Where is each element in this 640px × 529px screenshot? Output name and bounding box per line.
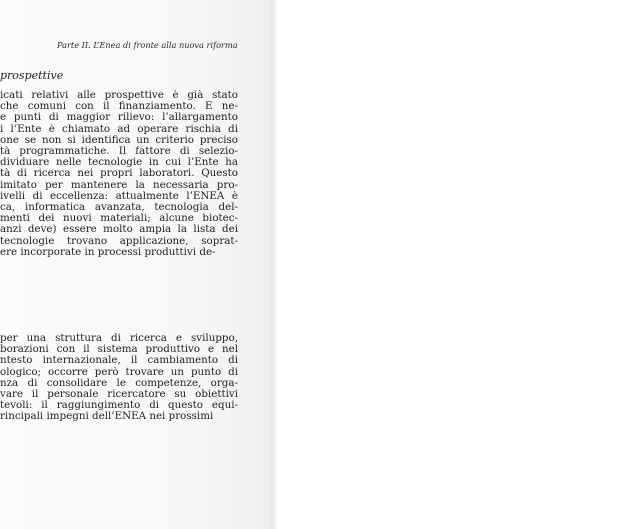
text-line: ologico; occorre però trovare un punto di [0, 366, 238, 378]
text-line: ivelli di eccellenza: attualmente l’ENEA è [0, 190, 238, 202]
text-line: e punti di maggior rilievo: l’allargamento [0, 112, 238, 124]
text-line: ca, informatica avanzata, tecnologia del- [0, 202, 238, 214]
text-line: ntesto internazionale, il cambiamento di [0, 355, 238, 367]
text-line: anzi deve) essere molto ampia la lista dei [0, 224, 238, 236]
text-line: che comuni con il finanziamento. È ne- [0, 101, 238, 113]
text-line: imitato per mantenere la necessaria pro- [0, 179, 238, 191]
running-header: Parte II. L’Enea di fronte alla nuova riforma [57, 40, 238, 50]
text-line: icati relativi alle prospettive è già stato [0, 90, 238, 101]
text-line: borazioni con il sistema produttivo e nel [0, 344, 238, 356]
page-gutter [268, 0, 276, 529]
text-line: per una struttura di ricerca e sviluppo, [0, 333, 238, 344]
text-line: tevoli: il raggiungimento di questo equi- [0, 400, 238, 412]
text-line: tecnologie trovano applicazione, soprat- [0, 235, 238, 247]
text-line: rincipali impegni dell’ENEA nei prossimi [0, 411, 214, 423]
book-page [0, 0, 274, 529]
text-line: nza di consolidare le competenze, orga- [0, 377, 238, 389]
paragraph-1 [0, 90, 238, 258]
text-line: ere incorporate in processi produttivi de- [0, 246, 216, 258]
text-line: tà di ricerca nei propri laboratori. Questo [0, 168, 238, 180]
text-line: vare il personale ricercatore su obiettivi [0, 389, 238, 401]
text-line: tà programmatiche. Il fattore di selezio- [0, 146, 238, 158]
text-line: dividuare nelle tecnologie in cui l’Ente ha [0, 157, 238, 169]
text-line: one se non si identifica un criterio preciso [0, 134, 238, 146]
text-line: i l’Ente è chiamato ad operare rischia di [0, 123, 238, 135]
paragraph-2 [0, 333, 238, 423]
text-line: menti dei nuovi materiali; alcune biotec- [0, 213, 238, 225]
section-title: prospettive [0, 69, 64, 82]
